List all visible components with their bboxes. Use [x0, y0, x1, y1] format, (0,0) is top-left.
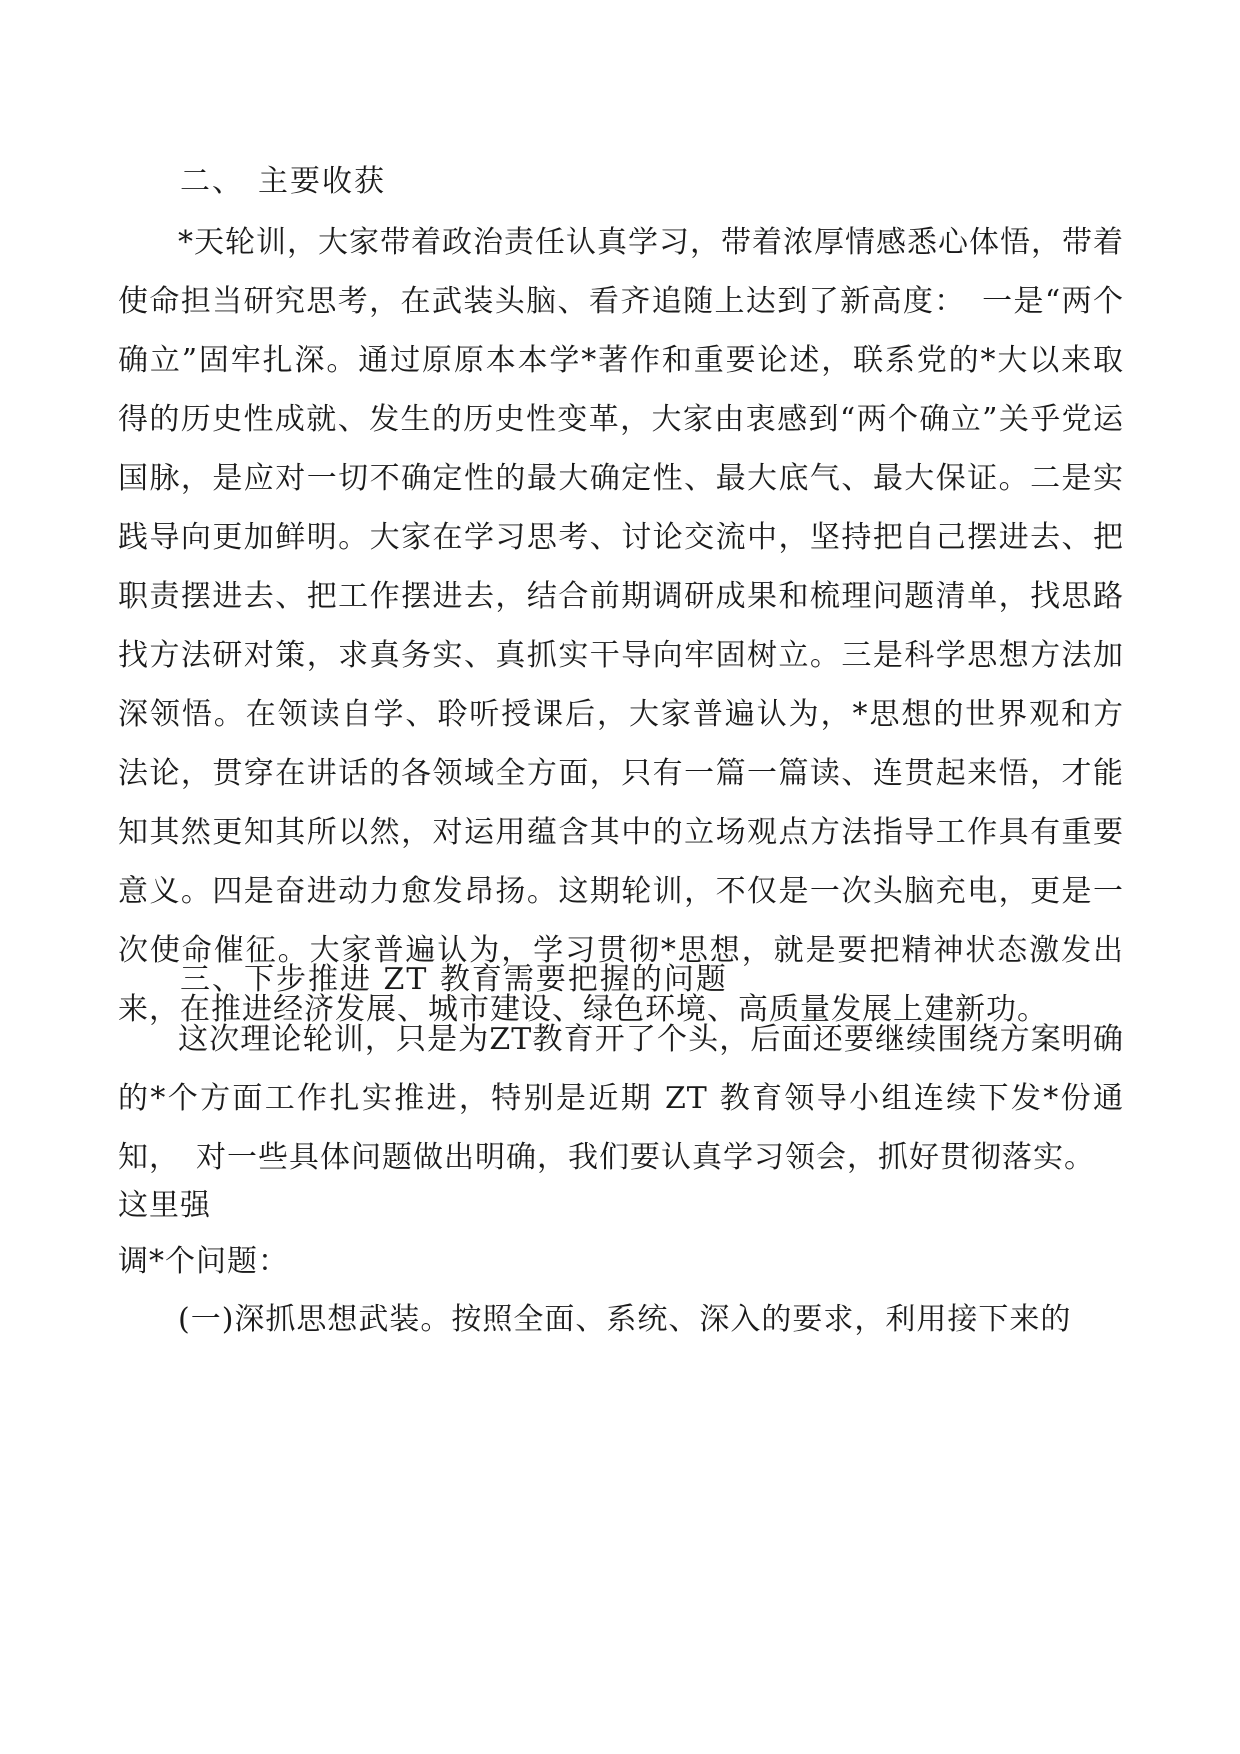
subsection-1-paragraph: (一)深抓思想武装。按照全面、系统、深入的要求，利用接下来的 [178, 1302, 1072, 1337]
section-heading-3: 三、下步推进 ZT 教育需要把握的问题 [180, 962, 728, 997]
section-2-paragraph: *天轮训，大家带着政治责任认真学习，带着浓厚情感悉心体悟，带着使命担当研究思考，在武装头脑、看齐追随上达到了新高度： 一是“两个确立”固牢扎深。通过原原本本学*著作和重要论述，联系党的*大以来取得的历史性成就、发生的历史性变革，大家由衷感到“两个确立”关乎党运国脉，是应对一切不确定性的最大确定性、最大底气、最大保证。二是实践导向更加鲜明。大家在学习思考、讨论交流中，坚持把自己摆进去、把职责摆进去、把工作摆进去，结合前期调研成果和梳理问题清单，找思路找方法研对策，求真务实、真抓实干导向牢固树立。三是科学思想方法加深领悟。在领读自学、聆听授课后，大家普遍认为，*思想的世界观和方法论，贯穿在讲话的各领域全方面，只有一篇一篇读、连贯起来悟，才能知其然更知其所以然，对运用蕴含其中的立场观点方法指导工作具有重要意义。四是奋进动力愈发昂扬。这期轮训，不仅是一次头脑充电，更是一次使命催征。大家普遍认为，学习贯彻*思想，就是要把精神状态激发出来，在推进经济发展、城市建设、绿色环境、高质量发展上建新功。 [118, 225, 1124, 1027]
section-number: 二、 [180, 164, 244, 199]
section-heading-2 [180, 156, 386, 200]
section-title: 主要收获 [258, 164, 386, 199]
section-3-paragraph: 这次理论轮训，只是为ZT教育开了个头，后面还要继续围绕方案明确 的*个方面工作扎实推进，特别是近期 ZT 教育领导小组连续下发*份通知， 对一些具体问题做出明确，我们要认真学习领会，抓好贯彻落实。 [118, 1022, 1155, 1175]
section-3-line-a: 这里强 [118, 1188, 211, 1223]
section-3-line-b: 调*个问题： [118, 1244, 289, 1279]
